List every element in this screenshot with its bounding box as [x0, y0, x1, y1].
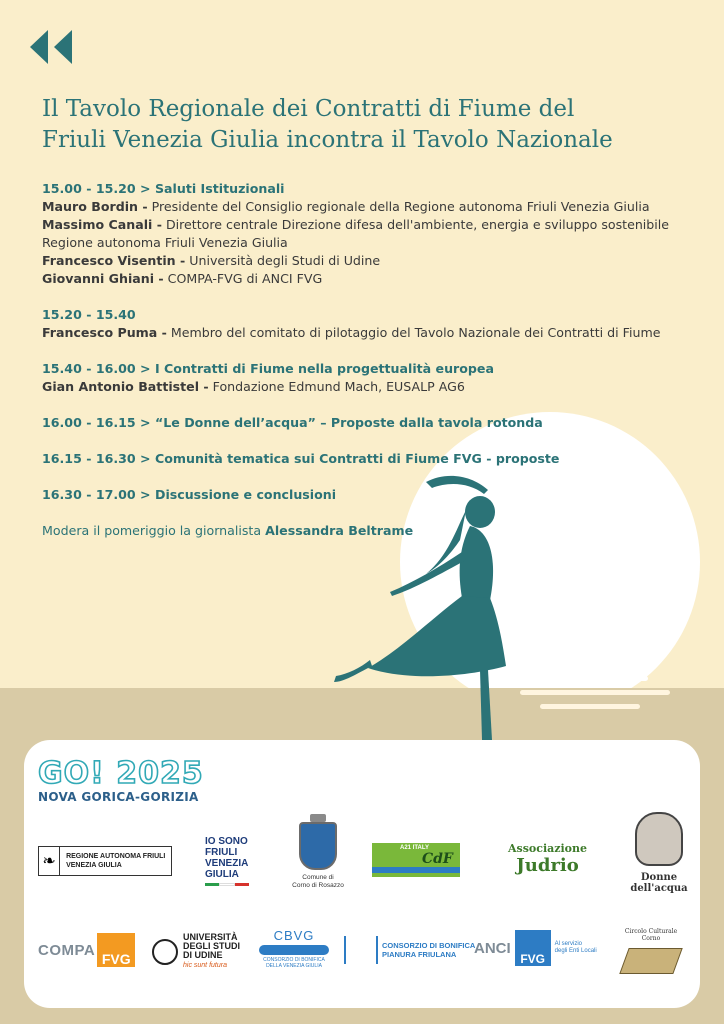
- title-line: Friuli Venezia Giulia incontra il Tavolo Nazionale: [42, 127, 613, 153]
- building-icon: [619, 948, 682, 974]
- program-session-1: [42, 180, 712, 288]
- logo-line: VENEZIA: [205, 858, 249, 869]
- speaker-name: Massimo Canali -: [42, 217, 162, 232]
- a21-label: A21 ITALY: [400, 845, 430, 851]
- logo-line: DEGLI STUDI: [183, 941, 241, 951]
- logo-line: dell'acqua: [630, 883, 688, 894]
- a21-cdf-logo: [372, 843, 460, 877]
- wave-icon: [259, 945, 329, 955]
- program-session-3: [42, 360, 712, 396]
- program: [42, 180, 712, 540]
- cdf-label: CdF: [422, 851, 453, 867]
- logo-line: Donne: [640, 872, 678, 883]
- coat-of-arms-icon: [299, 822, 337, 870]
- session-time: 15.40 - 16.00 > I Contratti di Fiume nella progettualità europea: [42, 361, 494, 376]
- uniud-logo: [152, 933, 240, 970]
- donne-acqua-logo: [628, 812, 690, 894]
- go2025-logo: [38, 758, 204, 804]
- logo-line: GIULIA: [205, 869, 239, 880]
- wave-icon: [372, 867, 460, 873]
- speaker-name: Gian Antonio Battistel -: [42, 379, 209, 394]
- fvg-badge: FVG: [515, 930, 551, 966]
- speaker-role: Regione autonoma Friuli Venezia Giulia: [42, 235, 288, 250]
- program-session-2: [42, 306, 712, 342]
- speaker-role: Università degli Studi di Udine: [185, 253, 381, 268]
- io-sono-fvg-logo: [205, 836, 249, 886]
- speaker-role: Direttore centrale Direzione difesa dell'ambiente, energia e sviluppo sostenibile: [161, 217, 670, 232]
- compa-fvg-logo: [38, 933, 135, 967]
- double-chevron-left-icon[interactable]: [28, 30, 74, 64]
- logo-line: IO SONO: [205, 836, 248, 847]
- canal-icon: [344, 936, 378, 964]
- speaker-name: Giovanni Ghiani -: [42, 271, 164, 286]
- cbvg-logo: [258, 928, 330, 969]
- session-time: 15.20 - 15.40: [42, 307, 136, 322]
- logo-line: PIANURA FRIULANA: [382, 950, 457, 959]
- moderator-name: Alessandra Beltrame: [265, 523, 414, 538]
- compa-label: COMPA: [38, 941, 96, 959]
- consorzio-pianura-friulana-logo: [344, 936, 475, 964]
- woman-profile-icon: [635, 812, 683, 866]
- program-session-4: 16.00 - 16.15 > “Le Donne dell’acqua” – Proposte dalla tavola rotonda: [42, 415, 543, 430]
- page-title: [42, 94, 682, 156]
- speaker-role: Membro del comitato di pilotaggio del Tavolo Nazionale dei Contratti di Fiume: [166, 325, 661, 340]
- speaker-name: Mauro Bordin -: [42, 199, 148, 214]
- logo-line: DI UDINE: [183, 950, 223, 960]
- logo-line: DELLA VENEZIA GIULIA: [266, 963, 322, 969]
- university-seal-icon: [152, 939, 178, 965]
- session-time: 15.00 - 15.20 > Saluti Istituzionali: [42, 181, 285, 196]
- go2025-title: GO! 2025: [38, 756, 204, 791]
- cbvg-label: CBVG: [273, 928, 315, 943]
- program-session-6: 16.30 - 17.00 > Discussione e conclusioni: [42, 487, 337, 502]
- logo-line: Al servizio: [554, 941, 583, 947]
- title-line: Il Tavolo Regionale dei Contratti di Fiume del: [42, 96, 575, 122]
- logo-line: Judrio: [516, 855, 579, 876]
- moderator-line: [42, 522, 712, 540]
- logo-line: UNIVERSITÀ: [183, 932, 238, 942]
- eagle-icon: ❧: [39, 847, 60, 875]
- regione-text: REGIONE AUTONOMA FRIULI VENEZIA GIULIA: [66, 853, 166, 869]
- italian-flag-icon: [205, 883, 249, 886]
- comune-corno-logo: [288, 822, 348, 890]
- speaker-role: COMPA-FVG di ANCI FVG: [163, 271, 323, 286]
- anci-label: ANCI: [474, 939, 511, 957]
- regione-fvg-logo: [38, 846, 172, 876]
- logo-line: Circolo Culturale Corno: [624, 928, 678, 942]
- logo-line: CONSORZIO DI BONIFICA: [382, 941, 476, 950]
- program-session-5: 16.15 - 16.30 > Comunità tematica sui Contratti di Fiume FVG - proposte: [42, 451, 560, 466]
- speaker-name: Francesco Puma -: [42, 325, 167, 340]
- circolo-culturale-corno-logo: [616, 928, 686, 974]
- speaker-role: Presidente del Consiglio regionale della Regione autonoma Friuli Venezia Giulia: [147, 199, 650, 214]
- associazione-judrio-logo: [508, 842, 587, 876]
- logo-line: Comune di: [302, 874, 334, 881]
- logo-line: Associazione: [508, 842, 588, 855]
- logo-line: CONSORZIO DI BONIFICA: [263, 957, 325, 963]
- anci-fvg-logo: [474, 930, 597, 966]
- speaker-role: Fondazione Edmund Mach, EUSALP AG6: [208, 379, 465, 394]
- logo-line: degli Enti Locali: [554, 948, 597, 954]
- logo-line: FRIULI: [205, 847, 238, 858]
- go2025-subtitle: NOVA GORICA-GORIZIA: [38, 790, 199, 804]
- speaker-name: Francesco Visentin -: [42, 253, 186, 268]
- moderator-prefix: Modera il pomeriggio la giornalista: [42, 523, 266, 538]
- logo-line: Corno di Rosazzo: [292, 882, 344, 889]
- uniud-motto: hic sunt futura: [183, 962, 227, 969]
- fvg-badge: FVG: [97, 933, 135, 967]
